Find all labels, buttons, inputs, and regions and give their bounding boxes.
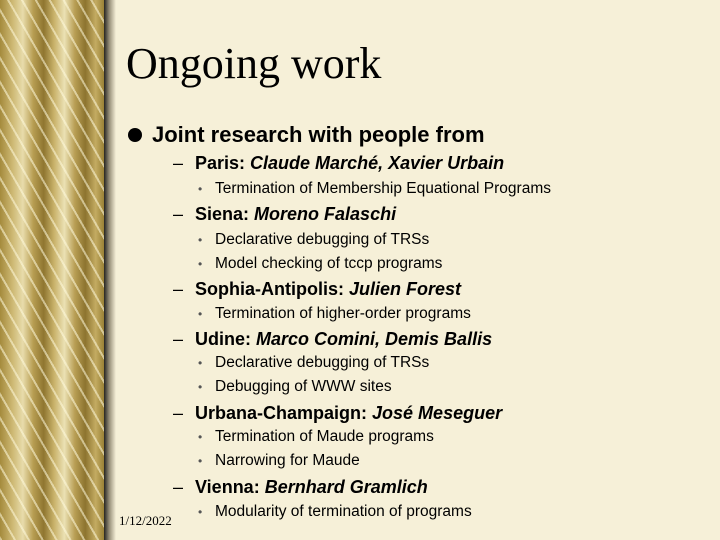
group-udine [173,329,492,350]
bullet-icon: • [198,257,203,271]
group-place: Vienna: [195,477,260,497]
group-place: Urbana-Champaign: [195,403,368,423]
main-bullet [128,122,485,148]
list-item [198,428,434,446]
list-item-text: Termination of higher-order programs [215,305,471,322]
group-place: Sophia-Antipolis: [195,279,344,299]
dash-icon: – [173,477,184,497]
group-paris [173,153,504,174]
bullet-icon: • [198,380,203,394]
group-names: Bernhard Gramlich [264,477,428,497]
dash-icon: – [173,204,184,224]
footer-date: 1/12/2022 [119,513,172,528]
list-item [198,255,442,273]
bullet-icon: • [198,430,203,444]
list-item-text: Model checking of tccp programs [215,255,443,272]
group-names: Marco Comini, Demis Ballis [256,329,493,349]
group-names: José Meseguer [372,403,503,423]
list-item [198,180,551,198]
group-urbana-champaign [173,403,502,424]
group-place: Siena: [195,204,250,224]
list-item [198,452,360,470]
list-item-text: Declarative debugging of TRSs [215,354,430,371]
slide-title: Ongoing work [126,39,382,88]
list-item [198,231,429,249]
bullet-icon: • [198,182,203,196]
group-place: Udine: [195,329,251,349]
main-bullet-text: Joint research with people from [152,122,485,147]
bullet-icon: • [198,454,203,468]
group-names: Julien Forest [349,279,462,299]
group-names: Claude Marché, Xavier Urbain [250,153,505,173]
dash-icon: – [173,403,184,423]
list-item-text: Termination of Membership Equational Programs [215,180,551,197]
group-place: Paris: [195,153,246,173]
bullet-icon: • [198,233,203,247]
bullet-icon: • [198,356,203,370]
list-item-text: Narrowing for Maude [215,452,360,469]
list-item [198,378,392,396]
decorative-gold-band [0,0,104,540]
bullet-icon: • [198,505,203,519]
group-siena [173,204,396,225]
bullet-dot-icon [128,128,142,142]
dash-icon: – [173,153,184,173]
list-item-text: Modularity of termination of programs [215,503,472,520]
decorative-edge-shadow [104,0,116,540]
dash-icon: – [173,279,184,299]
bullet-icon: • [198,307,203,321]
list-item [198,305,471,323]
group-sophia-antipolis [173,279,461,300]
group-vienna [173,477,428,498]
group-names: Moreno Falaschi [254,204,397,224]
list-item [198,503,472,521]
list-item-text: Declarative debugging of TRSs [215,231,430,248]
dash-icon: – [173,329,184,349]
list-item [198,354,429,372]
list-item-text: Termination of Maude programs [215,428,434,445]
list-item-text: Debugging of WWW sites [215,378,392,395]
